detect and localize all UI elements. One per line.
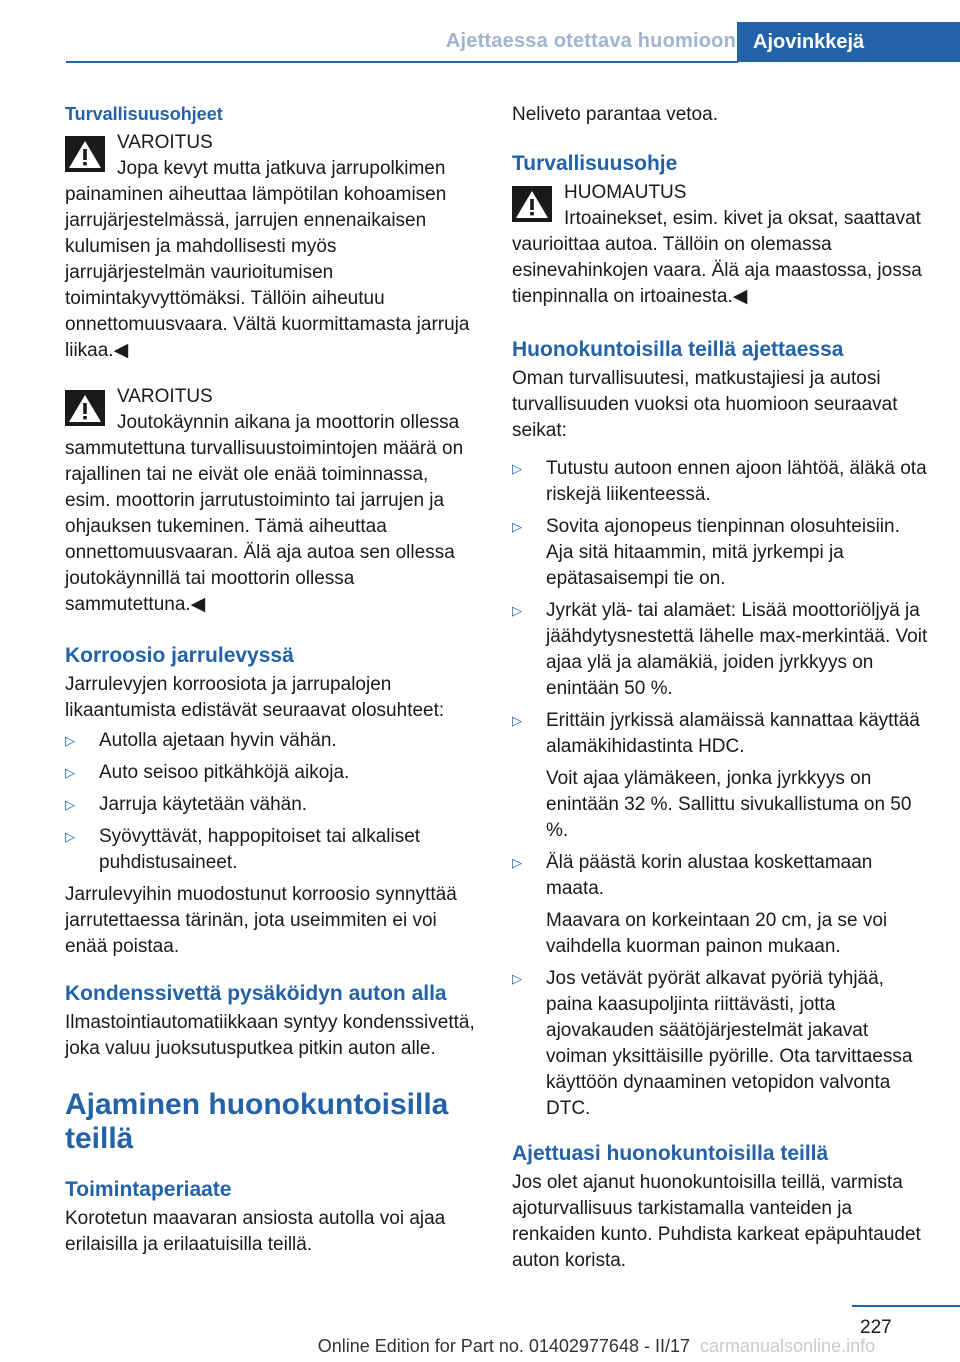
triangle-bullet-icon: ▷ <box>65 829 75 844</box>
corrosion-list <box>65 728 477 876</box>
rough-driving-list <box>512 456 928 1122</box>
rough-roads-chapter-heading: Ajaminen huonokuntoisilla teillä <box>65 1088 449 1155</box>
corrosion-intro: Jarrulevyjen korroosiota ja jarrupalojen likaantumista edistävät seuraavat olosuhteet: <box>65 674 445 721</box>
list-item-text: Jos vetävät pyörät alkavat pyöriä tyhjää, paina kaasupoljinta riittävästi, jotta ajovakauden säätöjärjestelmät jakavat voiman yksittäisille pyörille. Ota tarvittaessa käyttöön dynaaminen vetopidon valvonta DTC. <box>546 968 913 1119</box>
warning-triangle-icon <box>512 186 552 222</box>
warning-title: VAROITUS <box>117 132 213 153</box>
list-item-text: Jarruja käytetään vähän. <box>99 794 308 815</box>
triangle-bullet-icon: ▷ <box>512 713 522 728</box>
list-item-text: Syövyttävät, happopitoiset tai alkaliset puhdistusaineet. <box>99 826 421 873</box>
safety-instruction-heading: Turvallisuusohje <box>512 152 678 175</box>
awd-text: Neliveto parantaa vetoa. <box>512 104 718 125</box>
list-item-text: Jyrkät ylä- tai alamäet: Lisää moottoriöljyä ja jäähdytysnestettä lähelle max-merkintää. Voit ajaa ylä ja alamäkiä, joiden jyrkkyys on enintään 50 %. <box>546 600 928 699</box>
triangle-bullet-icon: ▷ <box>512 519 522 534</box>
triangle-bullet-icon: ▷ <box>512 603 522 618</box>
watermark: carmanualsonline.info <box>700 1336 876 1356</box>
list-item <box>512 514 928 592</box>
notice-title: HUOMAUTUS <box>564 182 687 203</box>
warning-title: VAROITUS <box>117 386 213 407</box>
list-item-text: Tutustu autoon ennen ajoon lähtöä, äläkä ota riskejä liikenteessä. <box>546 458 927 505</box>
list-item-text: Erittäin jyrkissä alamäissä kannattaa käyttää alamäkihidastinta HDC. <box>546 710 920 757</box>
list-item <box>65 824 477 876</box>
left-column <box>65 102 477 1258</box>
list-item-text: Auto seisoo pitkähköjä aikoja. <box>99 762 350 783</box>
notice-text: Irtoainekset, esim. kivet ja oksat, saattavat vaurioittaa autoa. Tällöin on olemassa esinevahinkojen vaara. Älä aja maastossa, jossa tienpinnalla on irtoainesta.◀ <box>512 208 922 307</box>
page-header <box>0 0 960 66</box>
list-item <box>512 708 928 844</box>
after-rough-roads-heading: Ajettuasi huonokuntoisilla teillä <box>512 1142 829 1165</box>
warning-triangle-icon <box>65 390 105 426</box>
footer-rule <box>852 1305 960 1307</box>
rough-driving-heading: Huonokuntoisilla teillä ajettaessa <box>512 338 844 361</box>
principle-heading: Toimintaperiaate <box>65 1178 232 1201</box>
list-item-text: Sovita ajonopeus tienpinnan olosuhteisiin. Aja sitä hitaammin, mitä jyrkempi ja epätasaisempi tie on. <box>546 516 900 589</box>
header-rule <box>66 61 738 63</box>
triangle-bullet-icon: ▷ <box>65 797 75 812</box>
triangle-bullet-icon: ▷ <box>65 733 75 748</box>
list-item <box>65 760 477 786</box>
notice-block <box>512 180 928 310</box>
corrosion-outro: Jarrulevyihin muodostunut korroosio synnyttää jarrutettaessa tärinän, jota useimmiten ei voi enää poistaa. <box>65 884 457 957</box>
list-item-subtext: Maavara on korkeintaan 20 cm, ja se voi vaihdella kuorman painon mukaan. <box>546 910 888 957</box>
warning-triangle-icon <box>65 136 105 172</box>
principle-text: Korotetun maavaran ansiosta autolla voi ajaa erilaisilla ja erilaatuisilla teillä. <box>65 1208 446 1255</box>
triangle-bullet-icon: ▷ <box>512 971 522 986</box>
warning-text: Joutokäynnin aikana ja moottorin ollessa sammutettuna turvallisuustoimintojen määrä on rajallinen tai ne eivät ole enää toiminnassa, esim. moottorin jarrutustoiminto tai jarrujen ja ohjauksen tukeminen. Tämä aiheuttaa onnettomuusvaaran. Älä aja autoa sen ollessa joutokäynnillä tai moottorin ollessa sammutettuna.◀ <box>65 412 464 615</box>
list-item <box>65 792 477 818</box>
list-item <box>512 598 928 702</box>
safety-instructions-heading: Turvallisuusohjeet <box>65 104 223 124</box>
warning-block-2 <box>65 384 477 618</box>
rough-driving-intro: Oman turvallisuutesi, matkustajiesi ja autosi turvallisuuden vuoksi ota huomioon seuraavat seikat: <box>512 368 898 441</box>
right-column <box>512 102 928 1274</box>
triangle-bullet-icon: ▷ <box>512 461 522 476</box>
condensation-heading: Kondenssivettä pysäköidyn auton alla <box>65 982 447 1005</box>
page-number: 227 <box>860 1317 892 1338</box>
list-item-subtext: Voit ajaa ylämäkeen, jonka jyrkkyys on enintään 32 %. Sallittu sivukallistuma on 50 %. <box>546 768 912 841</box>
after-rough-roads-text: Jos olet ajanut huonokuntoisilla teillä, varmista ajoturvallisuus tarkistamalla vanteiden ja renkaiden kunto. Puhdista karkeat epäpuhtaudet auton korista. <box>512 1172 921 1271</box>
list-item <box>512 850 928 960</box>
list-item <box>512 456 928 508</box>
warning-block-1 <box>65 130 477 364</box>
header-chapter-tab: Ajovinkkejä <box>737 22 960 62</box>
list-item-text: Älä päästä korin alustaa koskettamaan maata. <box>546 852 873 899</box>
list-item-text: Autolla ajetaan hyvin vähän. <box>99 730 337 751</box>
condensation-text: Ilmastointiautomatiikkaan syntyy kondenssivettä, joka valuu juoksutusputkea pitkin auton alle. <box>65 1012 475 1059</box>
warning-text: Jopa kevyt mutta jatkuva jarrupolkimen painaminen aiheuttaa lämpötilan kohoamisen jarrujärjestelmässä, jarrujen ennenaikaisen kulumisen ja mahdollisesti myös jarrujärjestelmän vaurioitumisen toimintakyvyttömäksi. Tällöin aiheutuu onnettomuusvaara. Vältä kuormittamasta jarruja liikaa.◀ <box>65 158 470 361</box>
triangle-bullet-icon: ▷ <box>65 765 75 780</box>
list-item <box>65 728 477 754</box>
corrosion-heading: Korroosio jarrulevyssä <box>65 644 294 667</box>
header-section-title: Ajettaessa otettava huomioon <box>445 30 736 52</box>
triangle-bullet-icon: ▷ <box>512 855 522 870</box>
footer-edition: Online Edition for Part no. 01402977648 - II/17 <box>317 1336 690 1356</box>
list-item <box>512 966 928 1122</box>
